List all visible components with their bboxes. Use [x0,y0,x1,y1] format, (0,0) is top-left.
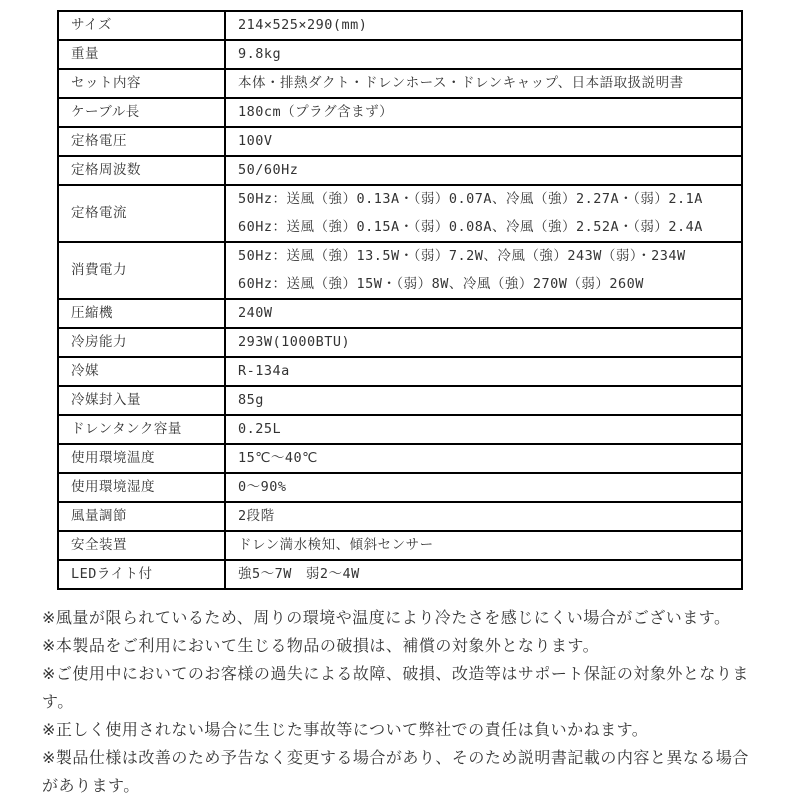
spec-value-line: 50Hz：送風（強）13.5W・（弱）7.2W、冷風（強）243W（弱）・234W [238,248,686,264]
note-item: ※ご使用中においてのお客様の過失による故障、破損、改造等はサポート保証の対象外となります。 [42,664,749,711]
table-row [58,502,742,531]
spec-value [225,299,742,328]
spec-value-line: 240W [238,305,273,321]
spec-value-line: 85g [238,392,264,408]
spec-label: 冷媒封入量 [58,386,225,415]
spec-value-line: 214×525×290(mm) [238,17,368,33]
spec-label: セット内容 [58,69,225,98]
table-row [58,531,742,560]
spec-value-line: 2段階 [238,508,275,524]
spec-value [225,40,742,69]
spec-value [225,328,742,357]
spec-value-line: ドレン満水検知、傾斜センサー [238,537,434,553]
table-row [58,98,742,127]
spec-value-line: 100V [238,133,273,149]
table-row [58,40,742,69]
spec-value-line: R-134a [238,363,290,379]
spec-label: 消費電力 [58,242,225,299]
spec-value-line: 本体・排熱ダクト・ドレンホース・ドレンキャップ、日本語取扱説明書 [238,75,684,91]
spec-value [225,127,742,156]
spec-value-line: 50Hz：送風（強）0.13A・（弱）0.07A、冷風（強）2.27A・（弱）2.1A [238,191,703,207]
spec-label: LEDライト付 [58,560,225,589]
spec-label: 重量 [58,40,225,69]
spec-value-line: 9.8kg [238,46,282,62]
spec-value [225,444,742,473]
note-item: ※風量が限られているため、周りの環境や温度により冷たさを感じにくい場合がございます。 [42,608,731,627]
spec-label: 冷房能力 [58,328,225,357]
spec-value [225,156,742,185]
table-row [58,357,742,386]
table-row [58,328,742,357]
spec-label: 風量調節 [58,502,225,531]
spec-value [225,11,742,40]
spec-label: ケーブル長 [58,98,225,127]
spec-value [225,473,742,502]
spec-value-line: 強5～7W 弱2～4W [238,566,360,582]
spec-value-line: 180cm（プラグ含まず） [238,104,394,120]
spec-table [57,10,743,590]
spec-value [225,69,742,98]
table-row [58,11,742,40]
spec-value-line: 0.25L [238,421,282,437]
spec-label: 圧縮機 [58,299,225,328]
spec-value [225,357,742,386]
table-row [58,473,742,502]
table-row [58,127,742,156]
spec-value [225,531,742,560]
spec-value [225,415,742,444]
table-row [58,386,742,415]
note-item: ※正しく使用されない場合に生じた事故等について弊社での責任は負いかねます。 [42,720,649,739]
table-row [58,560,742,589]
spec-value [225,502,742,531]
spec-value-line: 60Hz：送風（強）15W・（弱）8W、冷風（強）270W（弱）260W [238,276,644,292]
spec-value-line: 0～90% [238,479,287,495]
table-row [58,69,742,98]
spec-label: 定格電流 [58,185,225,242]
note-item: ※製品仕様は改善のため予告なく変更する場合があり、そのため説明書記載の内容と異なる場合があります。 [42,748,749,795]
spec-label: 冷媒 [58,357,225,386]
notes-section [42,604,762,800]
table-row [58,299,742,328]
spec-label: 定格電圧 [58,127,225,156]
table-row [58,156,742,185]
spec-label: サイズ [58,11,225,40]
spec-value [225,560,742,589]
spec-value-line: 15℃～40℃ [238,450,318,466]
spec-value [225,185,742,242]
table-row [58,415,742,444]
spec-value [225,242,742,299]
table-row [58,185,742,242]
spec-label: ドレンタンク容量 [58,415,225,444]
spec-value-line: 293W(1000BTU) [238,334,351,350]
spec-label: 定格周波数 [58,156,225,185]
spec-label: 使用環境湿度 [58,473,225,502]
spec-label: 安全装置 [58,531,225,560]
spec-table-body [58,11,742,589]
note-item: ※本製品をご利用において生じる物品の破損は、補償の対象外となります。 [42,636,600,655]
table-row [58,444,742,473]
table-row [58,242,742,299]
spec-label: 使用環境温度 [58,444,225,473]
spec-value-line: 50/60Hz [238,162,299,178]
spec-value [225,386,742,415]
spec-value-line: 60Hz：送風（強）0.15A・（弱）0.08A、冷風（強）2.52A・（弱）2.4A [238,219,703,235]
spec-value [225,98,742,127]
